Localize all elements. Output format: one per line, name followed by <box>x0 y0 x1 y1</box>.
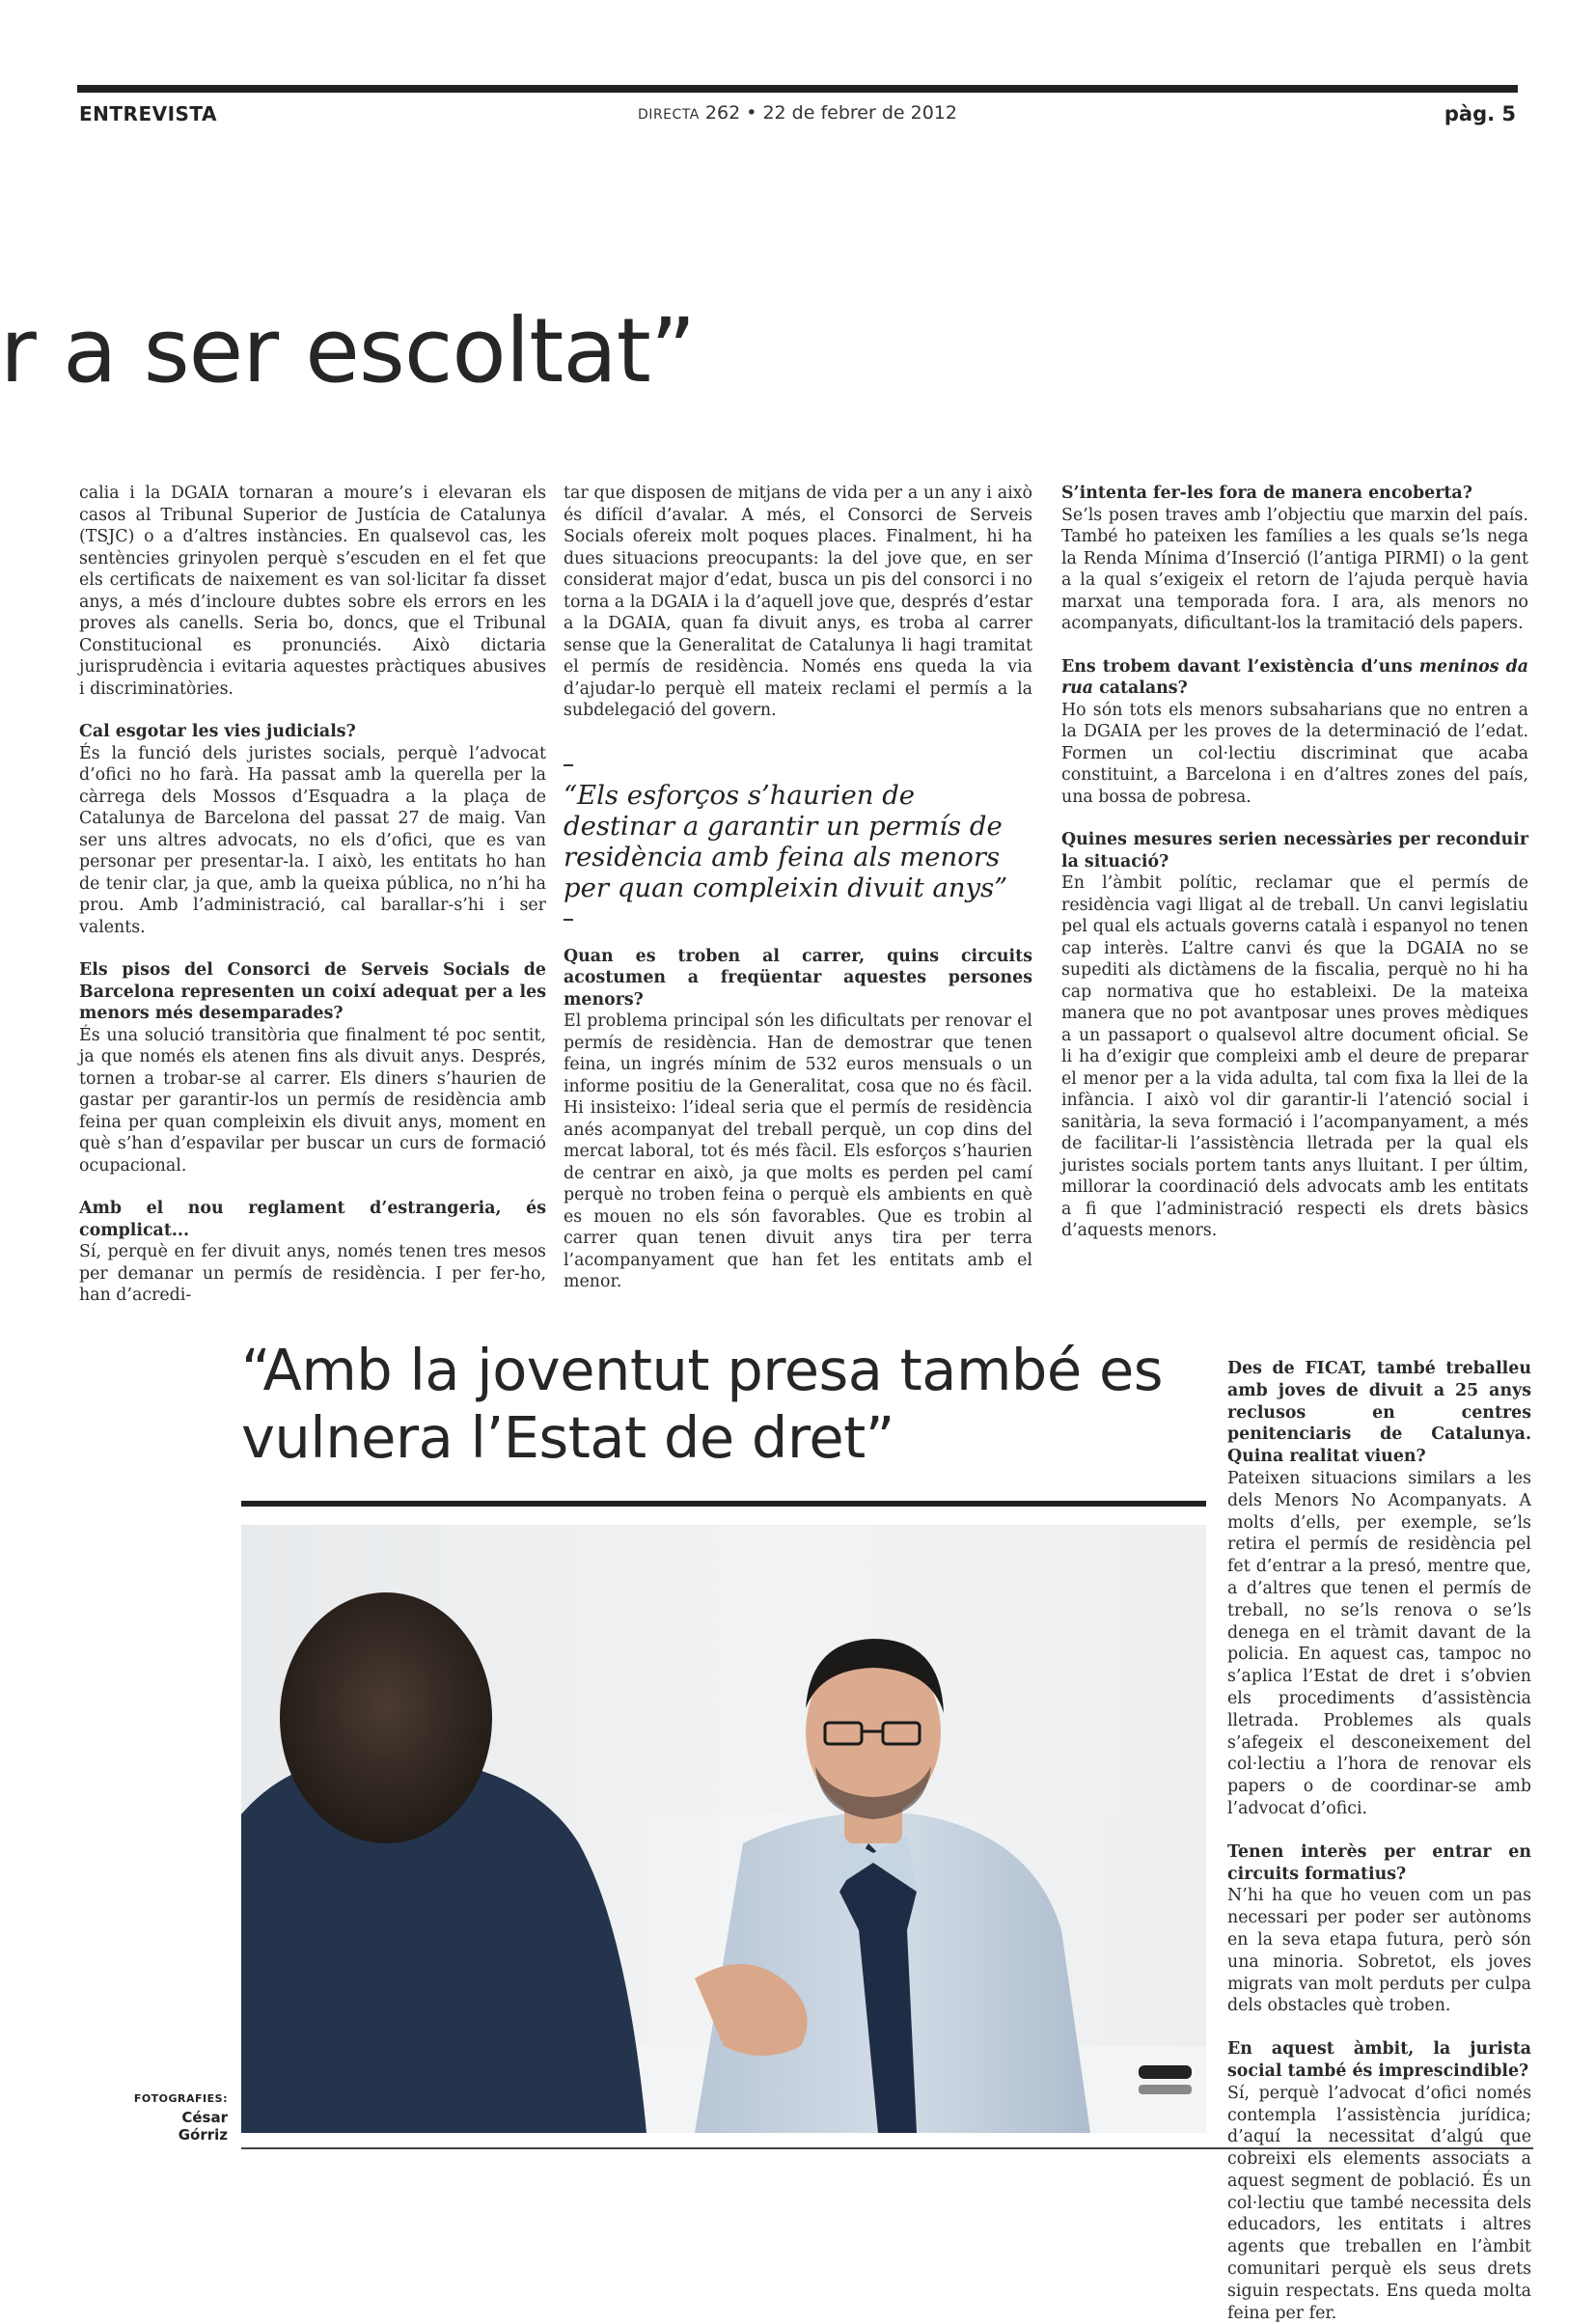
issue-info <box>0 102 1595 124</box>
question: S’intenta fer-les fora de manera encoberta? <box>1061 484 1472 503</box>
paragraph: calia i la DGAIA tornaran a moure’s i elevaran els casos al Tribunal Superior de Justícia de Catalunya (TSJC) o a d’altres instàncies. En qualsevol cas, les sentències grinyolen perquè s’escuden en el fet que els certificats de naixement es van sol·licitar fa disset anys, a més d’incloure dubtes sobre els errors en les proves als canells. Seria bo, doncs, que el Tribunal Constitucional es pronunciés. Això dictaria jurisprudència i evitaria aquestes pràctiques abusives i discriminatòries. <box>79 484 546 699</box>
question: Tenen interès per entrar en circuits formatius? <box>1227 1841 1531 1884</box>
second-headline: “Amb la joventut presa també es vulnera l’Estat de dret” <box>241 1337 1163 1471</box>
question-text: catalans? <box>1093 678 1188 698</box>
answer: Pateixen situacions similars a les dels Menors No Acompanyats. A molts d’ells, per exemple, se’ls retira el permís de residència pel fet d’entrar a la presó, mentre que, a d’altres que tenen el permís de treball, no se’ls renova o se’ls denega en el tràmit davant de la policia. En aquest cas, tampoc no s’aplica l’Estat de dret i s’obvien els procediments d’assistència lletrada. Problemes als quals s’afegeix el desconeixement del col·lectiu a l’hora de renovar els papers o de coordinar-se amb l’advocat d’ofici. <box>1227 1468 1531 1818</box>
paragraph: tar que disposen de mitjans de vida per a un any i això és difícil d’avalar. A més, el Consorci de Serveis Socials ofereix molt poques places. Finalment, hi ha dues situacions preocupants: la del jove que, en ser considerat major d’edat, busca un pis del consorci i no torna a la DGAIA i la d’aquell jove que, després d’estar a la DGAIA, quan fa divuit anys, es troba al carrer sense que la Generalitat de Catalunya li hagi tramitat el permís de residència. Només ens queda la via d’ajudar-lo perquè ell mateix reclami el permís a la subdelegació del govern. <box>564 484 1032 720</box>
answer: Ho són tots els menors subsaharians que no entren a la DGAIA per les proves de la determinació de l’edat. Formen un col·lectiu discriminat que acaba constituint, a Barcelona i en d’altres zones del país, una bossa de pobresa. <box>1061 700 1528 807</box>
question-text: Ens trobem davant l’existència d’uns <box>1061 656 1419 677</box>
question: Des de FICAT, també treballeu amb joves de divuit a 25 anys reclusos en centres penitenciaris de Catalunya. Quina realitat viuen? <box>1227 1359 1531 1467</box>
question: En aquest àmbit, la jurista social també és imprescindible? <box>1227 2039 1531 2081</box>
answer: És una solució transitòria que finalment té poc sentit, ja que només els atenen fins als divuit anys. Després, tornen a trobar-se al carrer. Els diners s’haurien de gastar per garantir-los un permís de residència amb feina per quan compleixin els divuit anys, moment en què s’han d’espavilar per buscar un curs de formació ocupacional. <box>79 1025 546 1176</box>
photo-credit-label: FOTOGRAFIES: <box>133 2092 228 2105</box>
question-italic: meninos da rua <box>1061 656 1528 698</box>
article-column-1 <box>79 483 546 1307</box>
answer: Se’ls posen traves amb l’objectiu que marxin del país. També ho pateixen les famílies a les quals se’ls nega la Renda Mínima d’Inserció (l’antiga PIRMI) o la gent a la qual s’exigeix el retorn de l’ajuda perquè havia marxat una temporada fora. I ara, als menors no acompanyats, dificultant-los la tramitació dels papers. <box>1061 505 1528 633</box>
article-column-3 <box>1061 483 1528 1242</box>
question: Amb el nou reglament d’estrangeria, és complicat... <box>79 1199 546 1240</box>
question: Els pisos del Consorci de Serveis Socials de Barcelona representen un coixí adequat per a les menors més desemparades? <box>79 960 546 1023</box>
pull-quote <box>564 764 1032 921</box>
top-rule <box>77 85 1518 93</box>
interview-photo <box>241 1525 1206 2133</box>
pull-quote-dash <box>564 764 573 766</box>
answer: En l’àmbit polític, reclamar que el permís de residència vagi lligat al de treball. Un canvi legislatiu pel qual els actuals governs català i espanyol no tenen cap interès. L’altre canvi és que la DGAIA no se supediti als dictàmens de la fiscalia, perquè no hi ha cap normativa que ho estableixi. De la mateixa manera que no pot avantposar unes proves mèdiques a un passaport o qualsevol altre document oficial. Se li ha d’exigir que compleixi amb el deure de preparar el menor per a la vida adulta, tal com fixa la llei de la infància. I això vol dir garantir-li l’atenció social i sanitària, la seva formació i l’acompanyament, a més de facilitar-li l’assistència lletrada per la qual els juristes socials portem tants anys lluitant. I per últim, millorar la coordinació dels advocats amb les entitats a fi que l’administració respecti els drets bàsics d’aquests menors. <box>1061 873 1528 1240</box>
article-column-2 <box>564 483 1032 1293</box>
sidebar-column <box>1227 1358 1531 2324</box>
issue-date: 262 • 22 de febrer de 2012 <box>704 102 957 124</box>
answer: N’hi ha que ho veuen com un pas necessari per poder ser autònoms en la seva etapa futura, però són una minoria. Sobretot, els joves migrats van molt perduts per culpa dels obstacles què troben. <box>1227 1886 1531 2016</box>
question <box>1061 656 1528 700</box>
question: Quan es troben al carrer, quins circuits acostumen a freqüentar aquestes persones menors? <box>564 946 1032 1010</box>
page-number: pàg. 5 <box>1444 102 1516 125</box>
photographer-name: César Górriz <box>178 2109 228 2144</box>
headline-fragment: r a ser escoltat” <box>0 299 696 402</box>
photo-credit <box>131 2092 228 2144</box>
question: Quines mesures serien necessàries per reconduir la situació? <box>1061 830 1528 872</box>
publication-name: DIRECTA <box>638 107 700 123</box>
bottom-rule <box>241 2147 1533 2149</box>
answer: És la funció dels juristes socials, perquè l’advocat d’ofici no ho farà. Ha passat amb la querella per la càrrega dels Mossos d’Esquadra a la plaça de Catalunya de Barcelona del passat 27 de maig. Van ser uns altres advocats, no els d’ofici, que es van personar per presentar-la. I això, les entitats ho han de tenir clar, ja que, amb la queixa pública, no n’hi ha prou. Amb l’administració, cal barallar-s’hi i ser valents. <box>79 743 546 937</box>
answer: Sí, perquè en fer divuit anys, només tenen tres mesos per demanar un permís de residència. I per fer-ho, han d’acredi- <box>79 1242 546 1305</box>
pull-quote-dash <box>564 919 573 921</box>
answer: El problema principal són les dificultats per renovar el permís de residència. Han de demostrar que tenen feina, un ingrés mínim de 532 euros mensuals o un informe positiu de la Generalitat, cosa que no és fàcil. Hi insisteixo: l’ideal seria que el permís de residència anés acompanyat del treball perquè, un cop dins del mercat laboral, tot és més fàcil. Els esforços s’haurien de centrar en això, ja que molts es perden pel camí perquè no troben feina o perquè els ambients en què es mouen no els són favorables. Que es trobin al carrer quan tenen divuit anys tira per terra l’acompanyament que han fet les entitats amb el menor. <box>564 1011 1032 1291</box>
answer: Sí, perquè l’advocat d’ofici només contempla l’assistència jurídica; d’aquí la necessitat d’algú que cobreixi els elements associats a aquest segment de població. És un col·lectiu que també necessita dels educadors, les entitats i altres agents que treballen en l’àmbit comunitari perquè els seus drets siguin respectats. Ens queda molta feina per fer. <box>1227 2083 1531 2323</box>
question: Cal esgotar les vies judicials? <box>79 722 356 741</box>
section-label: ENTREVISTA <box>79 102 217 125</box>
pull-quote-text: “Els esforços s’haurien de destinar a garantir un permís de residència amb feina als menors per quan compleixin divuit anys” <box>564 779 1008 903</box>
headline-rule <box>241 1501 1206 1507</box>
